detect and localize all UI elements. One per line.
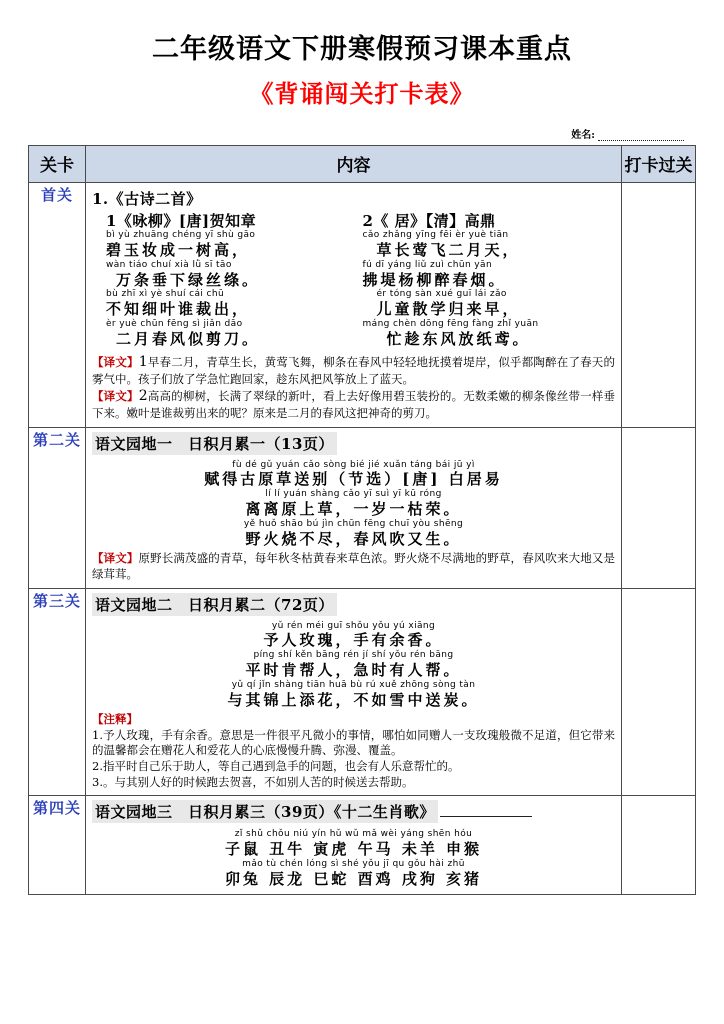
content-cell-1 (86, 183, 622, 427)
table-header (29, 146, 696, 183)
section-heading-3: 语文园地二 日积月累二（72页） (92, 593, 337, 616)
name-label: 姓名: (571, 130, 595, 142)
pinyin: wàn tiáo chuí xià lǜ sī tāo (106, 259, 232, 270)
section-heading-blank[interactable] (440, 805, 532, 817)
pinyin: fú dī yáng liǔ zuì chūn yān (362, 259, 493, 270)
translation-block-1 (92, 353, 615, 422)
hanzi: 草长莺飞二月天， (376, 241, 521, 260)
poem-line (92, 651, 615, 680)
hanzi: 予人玫瑰，手有余香。 (263, 631, 444, 650)
table-row (29, 588, 696, 796)
page-title: 二年级语文下册寒假预习课本重点 (152, 34, 572, 65)
hanzi: 万条垂下绿丝绦。 (116, 270, 261, 289)
column-header-level: 关卡 (29, 146, 86, 183)
translation-tag: 【译文】 (92, 551, 139, 566)
translation-block-2 (92, 551, 615, 582)
hanzi: 子鼠 丑牛 寅虎 午马 未羊 申猴 (224, 839, 483, 858)
level-label-1: 首关 (29, 183, 86, 427)
checkbox-cell-2[interactable] (622, 427, 696, 588)
translation-text: 原野长满茂盛的青草，每年秋冬枯黄春来草色浓。野火烧不尽满地的野草，春风吹来大地又是绿茸茸。 (92, 551, 615, 581)
content-cell-4 (86, 796, 622, 895)
translation-text: 高高的柳树，长满了翠绿的新叶，看上去好像用碧玉装扮的。无数柔嫩的柳条像丝带一样垂下来。嫩叶是谁裁剪出来的呢？原来是二月的春风这把神奇的剪刀。 (92, 389, 615, 421)
poem-block-2 (349, 209, 616, 350)
poem-title-1: 1《咏柳》[唐]贺知章 (106, 212, 257, 231)
translation-tag: 【译文】 (92, 389, 139, 404)
table-row (29, 427, 696, 588)
pinyin: yǔ qí jǐn shàng tiān huā bù rú xuě zhōng sòng tàn (231, 679, 476, 690)
page-subtitle: 《背诵闯关打卡表》 (249, 79, 475, 109)
pinyin: bù zhī xì yè shuí cái chū (106, 289, 225, 300)
pinyin: zǐ shǔ chǒu niú yín hǔ wǔ mǎ wèi yáng shēn hóu (234, 829, 473, 840)
section-heading-4: 语文园地三 日积月累三（39页）《十二生肖歌》 (92, 800, 438, 823)
pinyin: fù dé gǔ yuán cǎo sòng bié jié xuǎn táng bái jū yì (232, 459, 475, 470)
pinyin: píng shí kěn bāng rén jí shí yǒu rén bāng (253, 650, 454, 661)
poem-line (92, 681, 615, 710)
checkbox-cell-1[interactable] (622, 183, 696, 427)
translation-item (92, 353, 615, 387)
note-item: 1.予人玫瑰，手有余香。意思是一件很平凡微小的事情，哪怕如同赠人一支玫瑰般微不足道，但它带来的温馨都会在赠花人和爱花人的心底慢慢升腾、弥漫、覆盖。 (92, 727, 615, 758)
poem-line (92, 231, 345, 260)
poem-line (363, 320, 616, 349)
notes-block-3 (92, 712, 615, 790)
level-label-3: 第三关 (29, 588, 86, 796)
hanzi: 不知细叶谁裁出， (106, 300, 251, 319)
poem-line (92, 622, 615, 651)
poem-line (92, 290, 345, 319)
column-header-check: 打卡过关 (622, 146, 696, 183)
note-item: 3.。与其别人好的时候跑去贺喜，不如别人苦的时候送去帮助。 (92, 774, 414, 789)
pinyin: èr yuè chūn fēng sì jiǎn dāo (106, 319, 243, 330)
hanzi: 碧玉妆成一树高， (106, 241, 251, 260)
table-row (29, 796, 696, 895)
poem-block-1 (92, 209, 345, 350)
hanzi: 与其锦上添花，不如雪中送炭。 (227, 690, 480, 709)
pinyin: mǎo tù chén lóng sì shé yǒu jī qu gǒu hài zhū (242, 858, 465, 869)
checkin-table (28, 145, 696, 895)
column-header-content: 内容 (86, 146, 622, 183)
hanzi: 平时肯帮人，急时有人帮。 (245, 661, 462, 680)
poem-columns (92, 209, 615, 350)
hanzi: 忙趁东风放纸鸢。 (386, 330, 531, 348)
translation-item (92, 551, 615, 582)
lesson-heading-1: 1.《古诗二首》 (92, 190, 202, 209)
poem-line (92, 320, 345, 349)
poem-line (92, 461, 615, 490)
checkbox-cell-3[interactable] (622, 588, 696, 796)
notes-tag: 【注释】 (92, 712, 138, 727)
pinyin: yě huǒ shāo bú jìn chūn fēng chuī yòu shēng (243, 518, 464, 529)
translation-text: 早春二月，青草生长，黄莺飞舞，柳条在春风中轻轻地抚摸着堤岸，似乎都陶醉在了春天的雾气中。孩子们放了学急忙跑回家，趁东风把风筝放上了蓝天。 (92, 354, 615, 386)
translation-item (92, 387, 615, 421)
poem-line (363, 231, 616, 260)
section-heading-4-wrap (92, 800, 615, 823)
name-field-row (28, 125, 696, 141)
poem-title-2: 2《 居》【清】高鼎 (362, 212, 496, 231)
pinyin: ér tóng sàn xué guī lái zǎo (376, 289, 507, 300)
translation-num: 1 (138, 353, 148, 370)
poem-line (92, 860, 615, 889)
content-cell-3 (86, 588, 622, 796)
pinyin: cǎo zhǎng yīng fēi èr yuè tiān (362, 230, 509, 241)
level-label-2: 第二关 (29, 427, 86, 588)
hanzi: 赋得古原草送别（节选）[唐] 白居易 (204, 470, 503, 489)
poem-line (92, 520, 615, 549)
poem-line (363, 290, 616, 319)
pinyin: bì yù zhuāng chéng yī shù gāo (106, 230, 256, 241)
translation-num: 2 (138, 388, 148, 405)
checkbox-cell-4[interactable] (622, 796, 696, 895)
poem-line (363, 261, 616, 290)
pinyin: máng chèn dōng fēng fàng zhǐ yuān (362, 319, 539, 330)
pinyin: yǔ rén méi guī shǒu yǒu yú xiāng (271, 620, 436, 631)
pinyin: lí lí yuán shàng cǎo yī suì yī kū róng (265, 489, 442, 500)
hanzi: 野火烧不尽，春风吹又生。 (245, 529, 462, 548)
translation-tag: 【译文】 (92, 354, 139, 369)
poem-line (92, 490, 615, 519)
hanzi: 二月春风似剪刀。 (116, 330, 261, 348)
hanzi: 离离原上草，一岁一枯荣。 (245, 500, 462, 519)
hanzi: 卯兔 辰龙 巳蛇 酉鸡 戌狗 亥猪 (224, 869, 483, 888)
poem-line (92, 261, 345, 290)
section-heading-2: 语文园地一 日积月累一（13页） (92, 432, 337, 455)
table-header-row (29, 146, 696, 183)
name-input-blank[interactable] (598, 131, 684, 141)
level-label-4: 第四关 (29, 796, 86, 895)
table-row (29, 183, 696, 427)
poem-line (92, 830, 615, 859)
hanzi: 拂堤杨柳醉春烟。 (362, 270, 507, 289)
content-cell-2 (86, 427, 622, 588)
note-item: 2.指平时自己乐于助人，等自己遇到急手的问题，也会有人乐意帮忙的。 (92, 758, 460, 773)
hanzi: 儿童散学归来早， (376, 300, 521, 319)
